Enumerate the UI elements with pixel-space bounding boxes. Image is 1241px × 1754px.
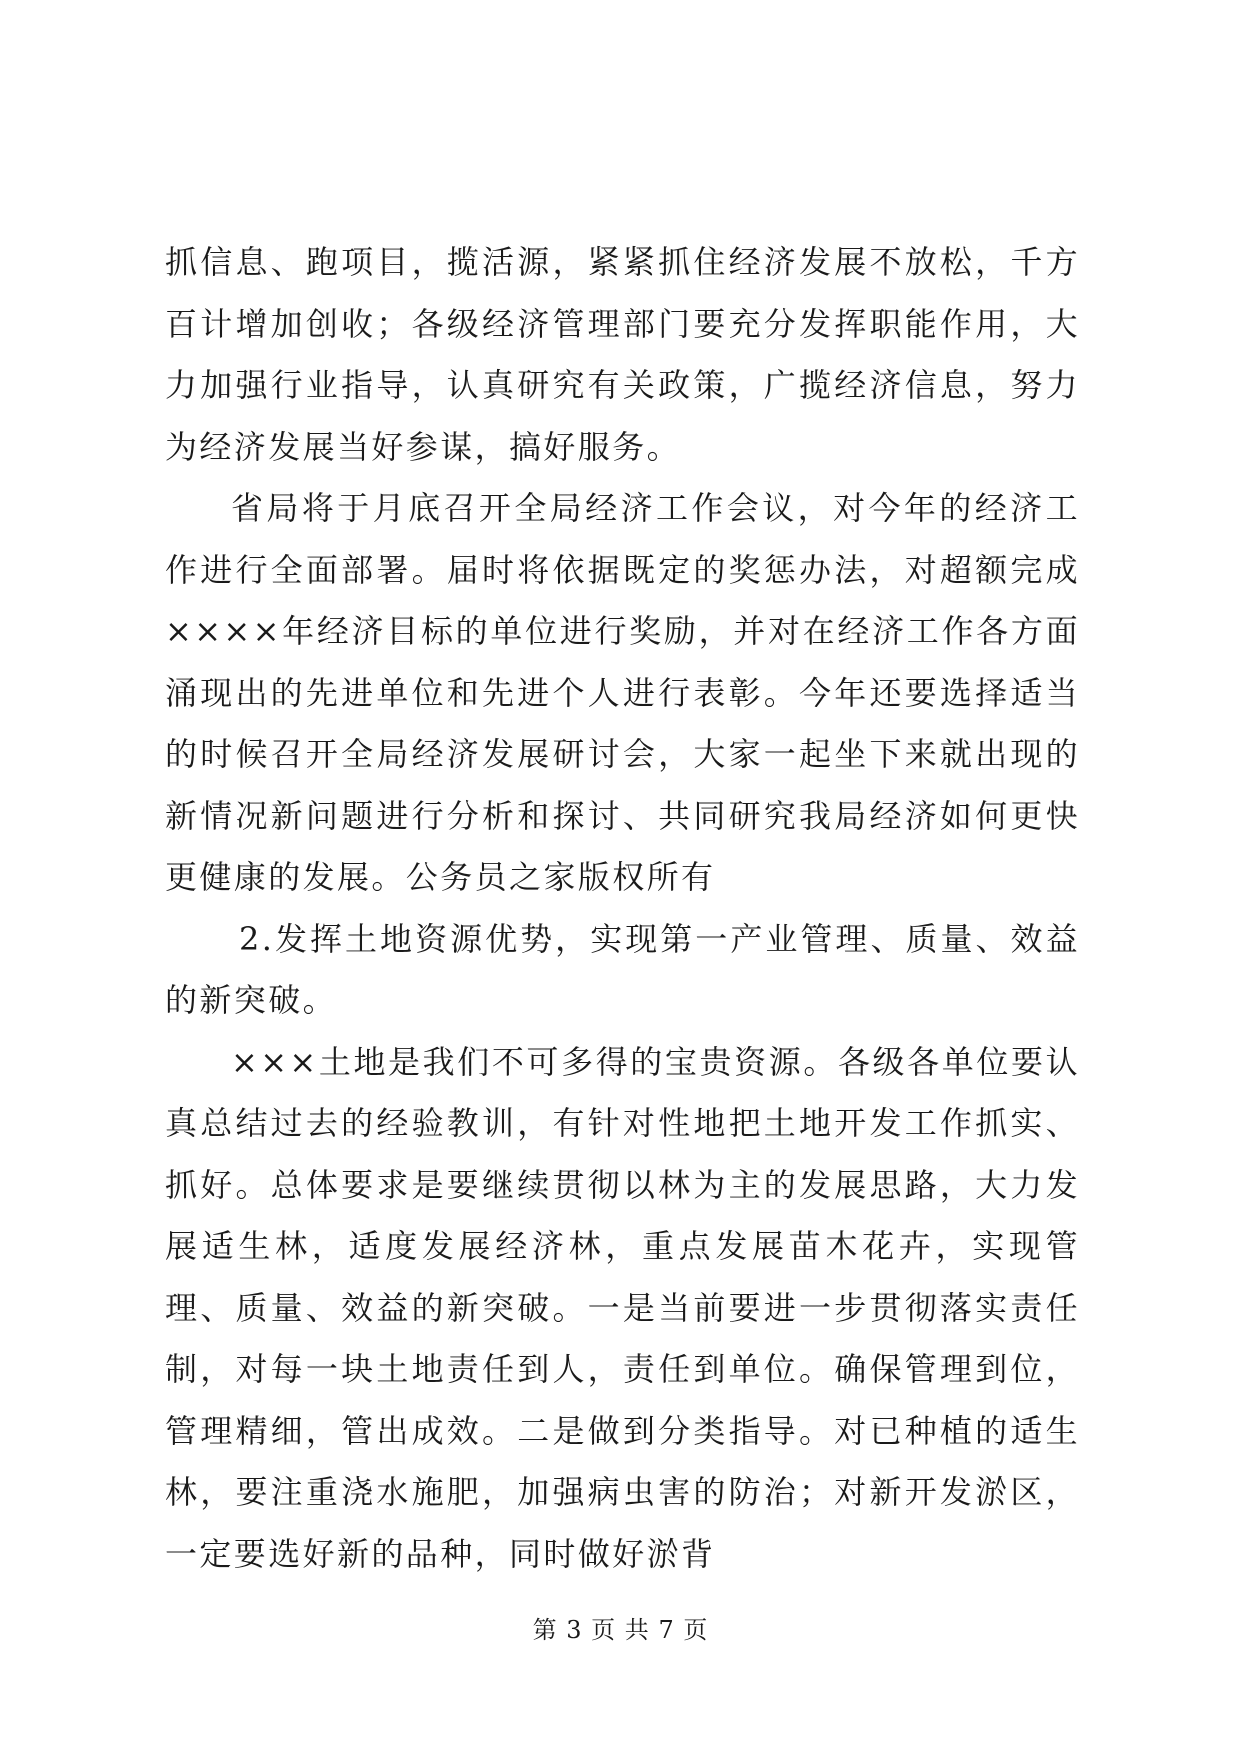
section-heading-land-resources: 2.发挥土地资源优势，实现第一产业管理、质量、效益的新突破。: [165, 919, 1080, 1019]
paragraph-continuation: 抓信息、跑项目，揽活源，紧紧抓住经济发展不放松，千方百计增加创收；各级经济管理部门要充分发挥职能作用，大力加强行业指导，认真研究有关政策，广揽经济信息，努力为经济发展当好参谋，搞好服务。: [165, 243, 1080, 466]
paragraph-meeting: 省局将于月底召开全局经济工作会议，对今年的经济工作进行全面部署。届时将依据既定的奖惩办法，对超额完成××××年经济目标的单位进行奖励，并对在经济工作各方面涌现出的先进单位和先进个人进行表彰。今年还要选择适当的时候召开全局经济发展研讨会，大家一起坐下来就出现的新情况新问题进行分析和探讨、共同研究我局经济如何更快更健康的发展。公务员之家版权所有: [165, 489, 1080, 896]
paragraph-land-development: ×××土地是我们不可多得的宝贵资源。各级各单位要认真总结过去的经验教训，有针对性地把土地开发工作抓实、抓好。总体要求是要继续贯彻以林为主的发展思路，大力发展适生林，适度发展经济林，重点发展苗木花卉，实现管理、质量、效益的新突破。一是当前要进一步贯彻落实责任制，对每一块土地责任到人，责任到单位。确保管理到位，管理精细，管出成效。二是做到分类指导。对已种植的适生林，要注重浇水施肥，加强病虫害的防治；对新开发淤区，一定要选好新的品种，同时做好淤背: [165, 1042, 1080, 1573]
page-number-footer: 第 3 页 共 7 页: [532, 1616, 709, 1644]
document-body: [165, 232, 1080, 1585]
